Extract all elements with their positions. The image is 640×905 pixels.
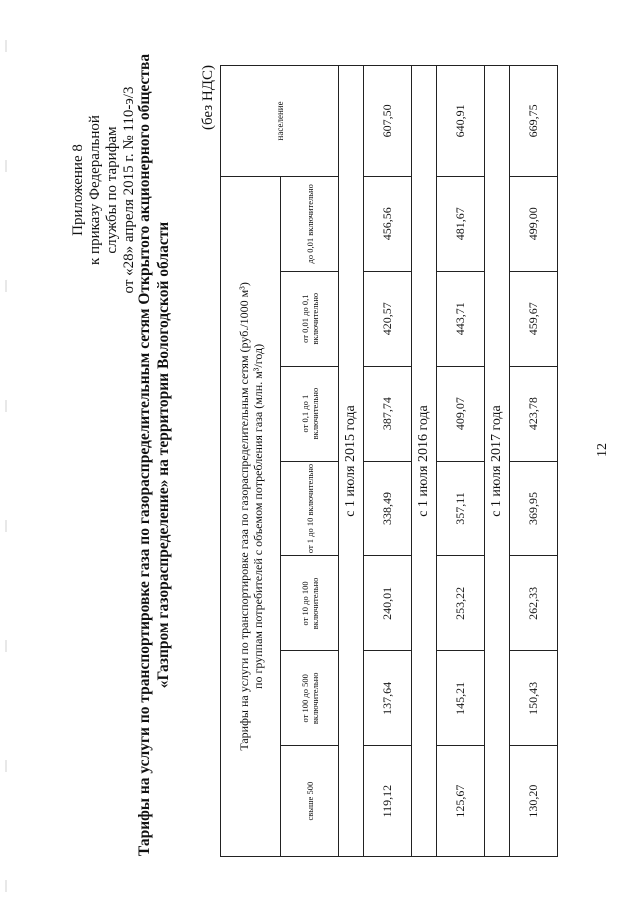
appendix-line: к приказу Федеральной bbox=[87, 115, 103, 265]
column-header: свыше 500 bbox=[281, 746, 339, 857]
column-header: от 0,01 до 0,1 включительно bbox=[281, 271, 339, 366]
page-edge bbox=[5, 0, 7, 905]
table-cell: 423,78 bbox=[510, 366, 558, 461]
table-cell: 150,43 bbox=[510, 651, 558, 746]
table-cell: 481,67 bbox=[437, 176, 485, 271]
table-cell: 357,11 bbox=[437, 461, 485, 556]
table-cell: 669,75 bbox=[510, 66, 558, 177]
table-cell: 459,67 bbox=[510, 271, 558, 366]
header-line: Тарифы на услуги по транспортировке газа по газораспределительным сетям (руб./1000 м³) bbox=[236, 282, 251, 751]
column-header: от 1 до 10 включительно bbox=[281, 461, 339, 556]
table-cell: 499,00 bbox=[510, 176, 558, 271]
document-title bbox=[135, 35, 173, 875]
column-header-population: население bbox=[221, 66, 339, 177]
table-cell: 640,91 bbox=[437, 66, 485, 177]
table-main-header bbox=[221, 176, 281, 856]
table-cell: 338,49 bbox=[364, 461, 412, 556]
period-row: с 1 июля 2015 года bbox=[339, 66, 364, 857]
table-cell: 369,95 bbox=[510, 461, 558, 556]
table-cell: 420,57 bbox=[364, 271, 412, 366]
period-row: с 1 июля 2017 года bbox=[485, 66, 510, 857]
table-cell: 130,20 bbox=[510, 746, 558, 857]
appendix-block bbox=[70, 60, 138, 320]
table-row bbox=[437, 66, 485, 857]
table-cell: 456,56 bbox=[364, 176, 412, 271]
table-cell: 125,67 bbox=[437, 746, 485, 857]
table-cell: 387,74 bbox=[364, 366, 412, 461]
table-cell: 253,22 bbox=[437, 556, 485, 651]
column-header: от 0,1 до 1 включительно bbox=[281, 366, 339, 461]
table-cell: 443,71 bbox=[437, 271, 485, 366]
title-line: «Газпром газораспределение» на территории Вологодской области bbox=[155, 221, 172, 689]
table-row bbox=[364, 66, 412, 857]
page-number: 12 bbox=[595, 443, 610, 457]
table-row bbox=[510, 66, 558, 857]
header-line: по группам потребителей с объемом потребления газа (млн. м³/год) bbox=[250, 343, 265, 689]
table-cell: 409,07 bbox=[437, 366, 485, 461]
table-cell: 145,21 bbox=[437, 651, 485, 746]
vat-note: (без НДС) bbox=[200, 65, 216, 131]
tariff-table bbox=[220, 65, 558, 857]
table-cell: 240,01 bbox=[364, 556, 412, 651]
period-row: с 1 июля 2016 года bbox=[412, 66, 437, 857]
table-cell: 137,64 bbox=[364, 651, 412, 746]
column-header: от 10 до 100 включительно bbox=[281, 556, 339, 651]
appendix-line: от «28» апреля 2015 г. № 110-э/3 bbox=[121, 86, 137, 294]
appendix-line: Приложение 8 bbox=[70, 144, 86, 236]
rotated-document bbox=[20, 15, 620, 885]
table-cell: 607,50 bbox=[364, 66, 412, 177]
appendix-line: службы по тарифам bbox=[104, 126, 120, 254]
table-cell: 119,12 bbox=[364, 746, 412, 857]
table-cell: 262,33 bbox=[510, 556, 558, 651]
column-header: до 0,01 включительно bbox=[281, 176, 339, 271]
column-header: от 100 до 500 включительно bbox=[281, 651, 339, 746]
title-line: Тарифы на услуги по транспортировке газа по газораспределительным сетям Открытого акционерного общества bbox=[136, 53, 153, 857]
